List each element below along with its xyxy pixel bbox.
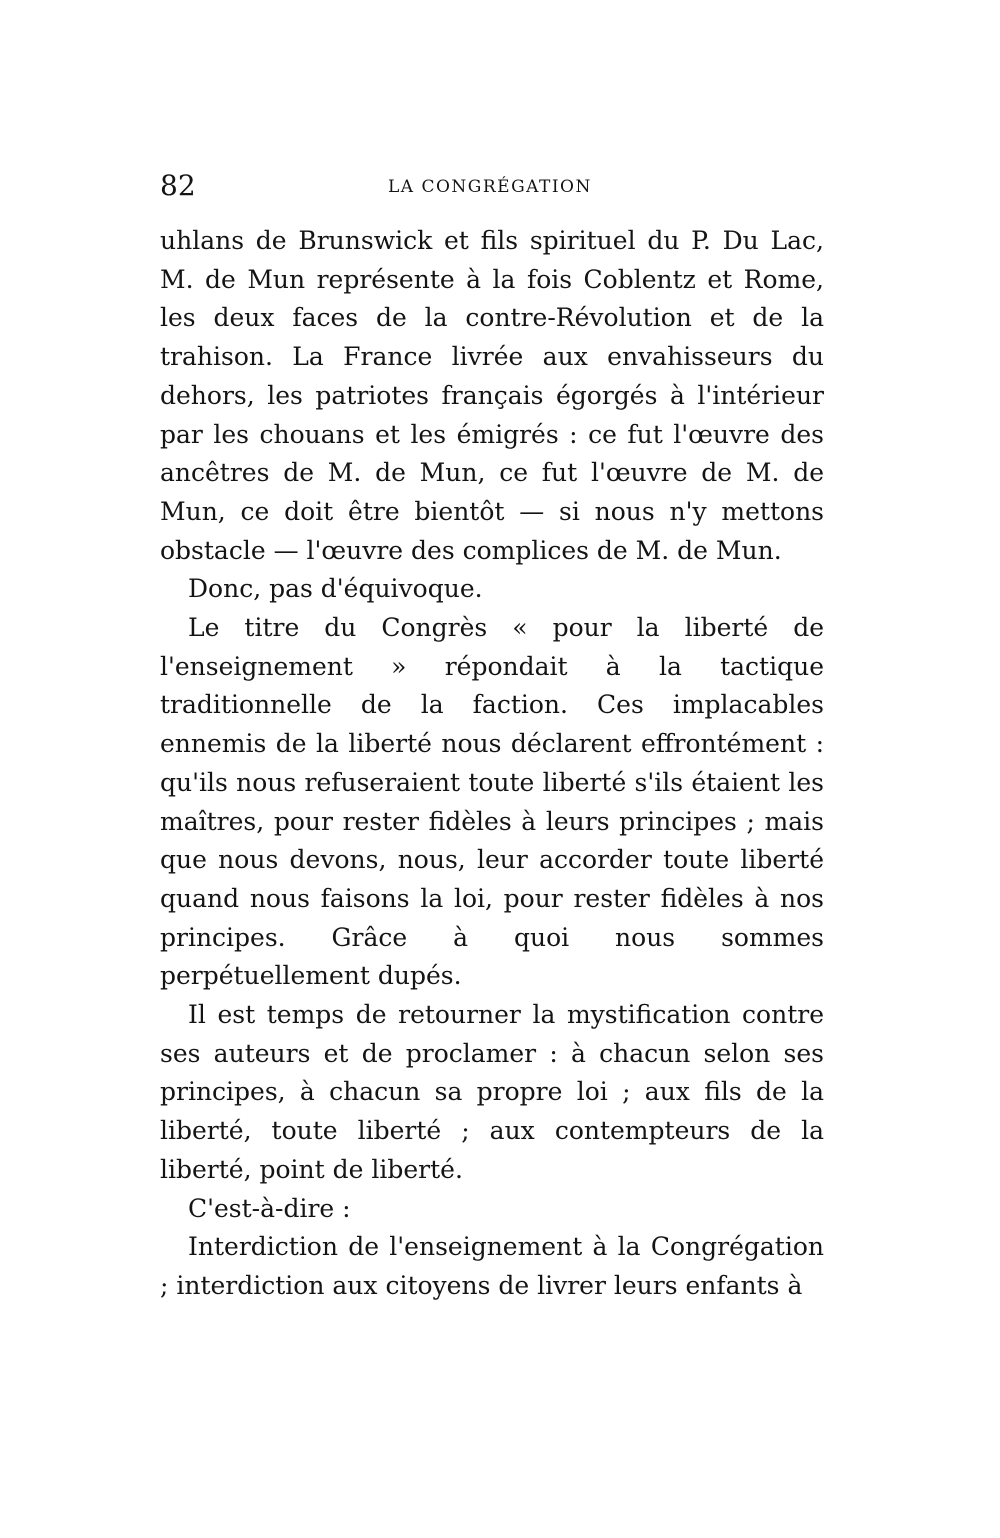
paragraph-3: Le titre du Congrès « pour la liberté de l'enseignement » répondait à la tactique traditionnelle de la faction. Ces implacables ennemis de la liberté nous déclarent effrontément : qu'ils nous refuseraient toute liberté s'ils étaient les maîtres, pour rester fidèles à leurs principes ; mais que nous devons, nous, leur accorder toute liberté quand nous faisons la loi, pour rester fidèles à nos principes. Grâce à quoi nous sommes perpétuellement dupés. xyxy=(160,613,824,991)
paragraph-6: Interdiction de l'enseignement à la Congrégation ; interdiction aux citoyens de livrer leurs enfants à xyxy=(160,1232,824,1300)
paragraph-5: C'est-à-dire : xyxy=(188,1193,351,1223)
page-number: 82 xyxy=(160,169,196,202)
running-head: LA CONGRÉGATION xyxy=(388,177,592,197)
paragraph-4: Il est temps de retourner la mystification contre ses auteurs et de proclamer : à chacun selon ses principes, à chacun sa propre loi ; aux fils de la liberté, toute liberté ; aux contempteurs de la liberté, point de liberté. xyxy=(160,1000,824,1184)
page-header xyxy=(160,168,824,204)
body-text xyxy=(160,222,824,1306)
paragraph-1: uhlans de Brunswick et fils spirituel du P. Du Lac, M. de Mun représente à la fois Coblentz et Rome, les deux faces de la contre-Révolution et de la trahison. La France livrée aux envahisseurs du dehors, les patriotes français égorgés à l'intérieur par les chouans et les émigrés : ce fut l'œuvre des ancêtres de M. de Mun, ce fut l'œuvre de M. de Mun, ce doit être bientôt — si nous n'y mettons obstacle — l'œuvre des complices de M. de Mun. xyxy=(160,226,824,565)
paragraph-2: Donc, pas d'équivoque. xyxy=(188,574,483,604)
